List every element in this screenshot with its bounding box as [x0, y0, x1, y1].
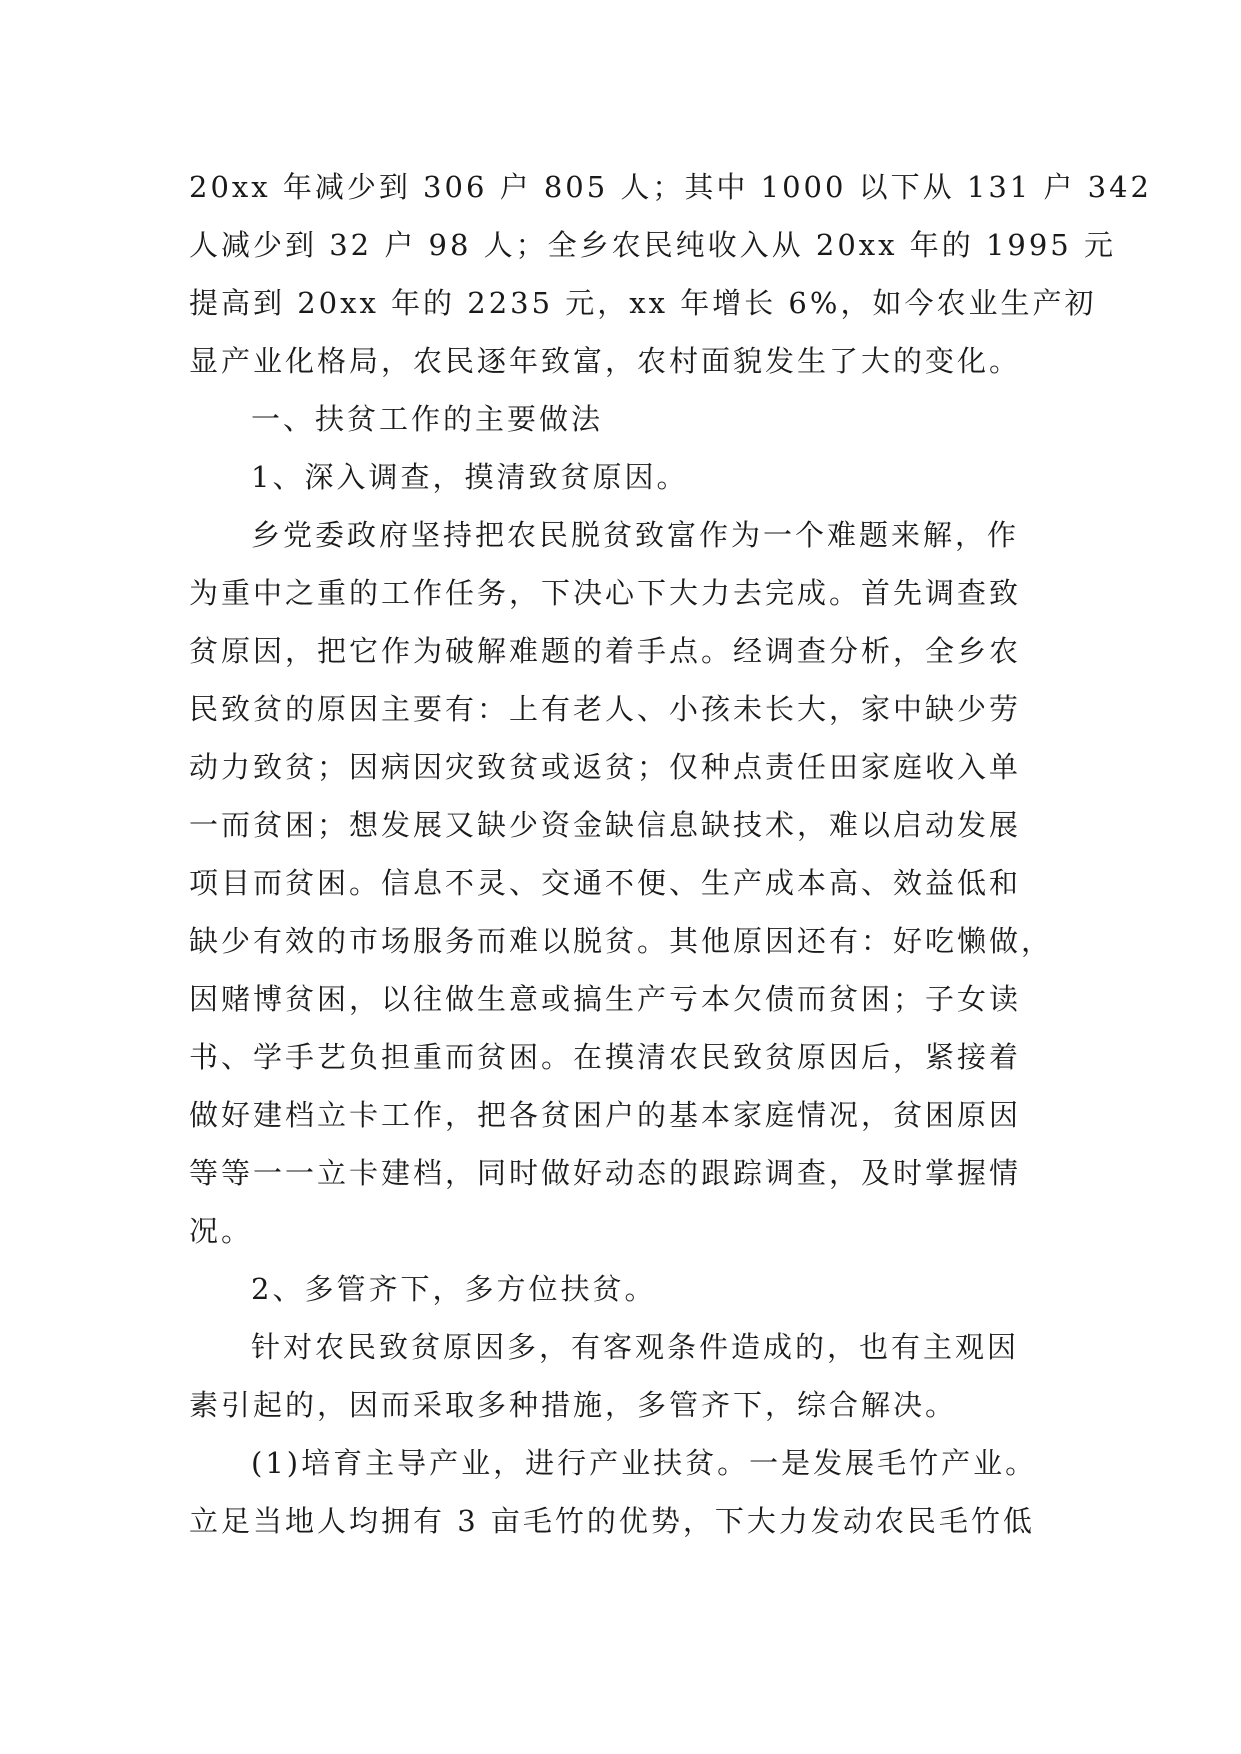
- text-line: 书、学手艺负担重而贫困。在摸清农民致贫原因后，紧接着: [189, 1040, 1022, 1074]
- text-line: 况。: [189, 1214, 254, 1248]
- text-line: 为重中之重的工作任务，下决心下大力去完成。首先调查致: [189, 576, 1022, 610]
- text-line: 人减少到 32 户 98 人；全乡农民纯收入从 20xx 年的 1995 元: [189, 228, 1116, 262]
- text-line: 动力致贫；因病因灾致贫或返贫；仅种点责任田家庭收入单: [189, 750, 1022, 784]
- text-line: 立足当地人均拥有 3 亩毛竹的优势，下大力发动农民毛竹低: [189, 1504, 1035, 1538]
- text-line: 针对农民致贫原因多，有客观条件造成的，也有主观因: [251, 1330, 1020, 1364]
- text-line: 提高到 20xx 年的 2235 元，xx 年增长 6%，如今农业生产初: [189, 286, 1097, 320]
- text-line: 显产业化格局，农民逐年致富，农村面貌发生了大的变化。: [189, 344, 1022, 378]
- text-line: 素引起的，因而采取多种措施，多管齐下，综合解决。: [189, 1388, 958, 1422]
- document-body: [189, 158, 1153, 1550]
- text-line: (1)培育主导产业，进行产业扶贫。一是发展毛竹产业。: [251, 1446, 1038, 1480]
- text-line: 一、扶贫工作的主要做法: [251, 402, 604, 436]
- text-line: 20xx 年减少到 306 户 805 人；其中 1000 以下从 131 户 342: [189, 170, 1153, 204]
- text-line: 乡党委政府坚持把农民脱贫致富作为一个难题来解，作: [251, 518, 1020, 552]
- text-line: 贫原因，把它作为破解难题的着手点。经调查分析，全乡农: [189, 634, 1022, 668]
- text-line: 等等一一立卡建档，同时做好动态的跟踪调查，及时掌握情: [189, 1156, 1022, 1190]
- text-line: 民致贫的原因主要有：上有老人、小孩未长大，家中缺少劳: [189, 692, 1022, 726]
- text-line: 一而贫困；想发展又缺少资金缺信息缺技术，难以启动发展: [189, 808, 1022, 842]
- text-line: 缺少有效的市场服务而难以脱贫。其他原因还有：好吃懒做，: [189, 924, 1054, 958]
- text-line: 项目而贫困。信息不灵、交通不便、生产成本高、效益低和: [189, 866, 1022, 900]
- text-line: 1、深入调查，摸清致贫原因。: [251, 460, 689, 494]
- text-line: 做好建档立卡工作，把各贫困户的基本家庭情况，贫困原因: [189, 1098, 1022, 1132]
- text-line: 因赌博贫困，以往做生意或搞生产亏本欠债而贫困；子女读: [189, 982, 1022, 1016]
- text-line: 2、多管齐下，多方位扶贫。: [251, 1272, 657, 1306]
